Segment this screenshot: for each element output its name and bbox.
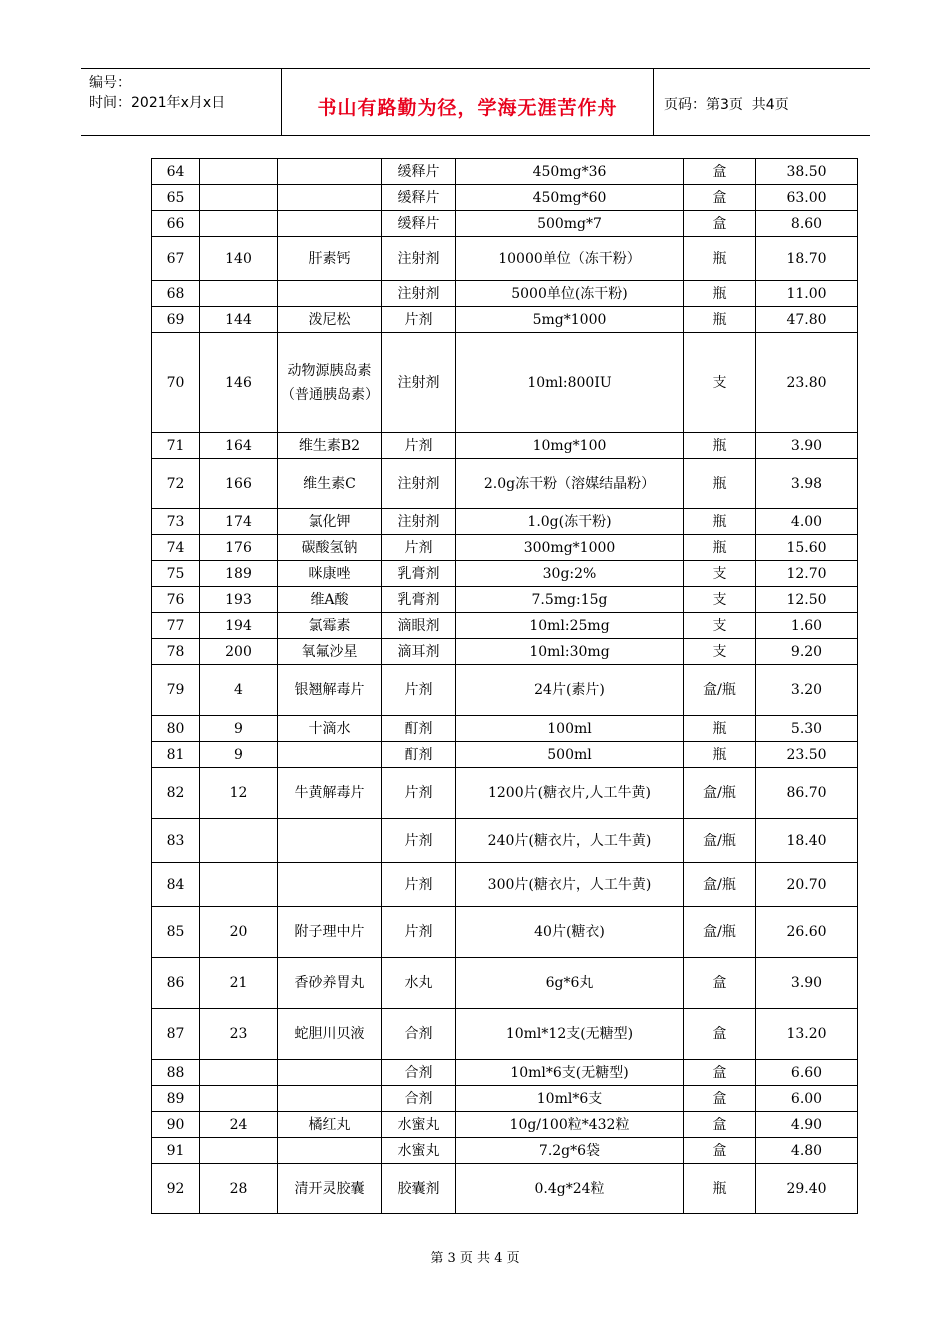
drug-name-cell: 氯化钾 <box>278 509 382 535</box>
table-row <box>152 459 858 509</box>
catalog-number-cell: 194 <box>200 613 278 639</box>
price-cell: 4.90 <box>756 1112 858 1138</box>
table-row <box>152 639 858 665</box>
catalog-number-cell <box>200 1138 278 1164</box>
catalog-number-cell <box>200 211 278 237</box>
specification-cell: 2.0g冻干粉（溶媒结晶粉） <box>456 459 684 509</box>
specification-cell: 30g:2% <box>456 561 684 587</box>
table-row <box>152 716 858 742</box>
dosage-form-cell: 酊剂 <box>382 716 456 742</box>
dosage-form-cell: 注射剂 <box>382 237 456 281</box>
price-cell: 47.80 <box>756 307 858 333</box>
specification-cell: 450mg*60 <box>456 185 684 211</box>
table-row <box>152 509 858 535</box>
specification-cell: 5mg*1000 <box>456 307 684 333</box>
table-row <box>152 665 858 716</box>
header-motto-cell <box>281 69 654 135</box>
row-number-cell: 91 <box>152 1138 200 1164</box>
row-number-cell: 90 <box>152 1112 200 1138</box>
unit-cell: 瓶 <box>684 535 756 561</box>
specification-cell: 24片(素片) <box>456 665 684 716</box>
table-row <box>152 333 858 433</box>
table-row <box>152 742 858 768</box>
unit-cell: 瓶 <box>684 716 756 742</box>
unit-cell: 盒 <box>684 1138 756 1164</box>
row-number-cell: 85 <box>152 907 200 958</box>
dosage-form-cell: 水丸 <box>382 958 456 1009</box>
catalog-number-cell <box>200 1086 278 1112</box>
specification-cell: 100ml <box>456 716 684 742</box>
price-cell: 38.50 <box>756 159 858 185</box>
table-row <box>152 958 858 1009</box>
specification-cell: 10ml:800IU <box>456 333 684 433</box>
row-number-cell: 68 <box>152 281 200 307</box>
catalog-number-cell: 146 <box>200 333 278 433</box>
unit-cell: 支 <box>684 561 756 587</box>
catalog-number-cell: 140 <box>200 237 278 281</box>
serial-label: 编号： <box>89 75 131 91</box>
table-row <box>152 768 858 819</box>
table-row <box>152 1086 858 1112</box>
specification-cell: 500ml <box>456 742 684 768</box>
drug-name-cell: 香砂养胃丸 <box>278 958 382 1009</box>
catalog-number-cell <box>200 159 278 185</box>
row-number-cell: 79 <box>152 665 200 716</box>
catalog-number-cell: 166 <box>200 459 278 509</box>
row-number-cell: 73 <box>152 509 200 535</box>
price-cell: 3.98 <box>756 459 858 509</box>
unit-cell: 盒 <box>684 159 756 185</box>
row-number-cell: 87 <box>152 1009 200 1060</box>
dosage-form-cell: 缓释片 <box>382 159 456 185</box>
specification-cell: 300mg*1000 <box>456 535 684 561</box>
table-row <box>152 185 858 211</box>
drug-name-cell: 十滴水 <box>278 716 382 742</box>
price-cell: 11.00 <box>756 281 858 307</box>
drug-name-cell <box>278 1138 382 1164</box>
price-cell: 13.20 <box>756 1009 858 1060</box>
row-number-cell: 69 <box>152 307 200 333</box>
price-cell: 23.80 <box>756 333 858 433</box>
drug-name-cell: 泼尼松 <box>278 307 382 333</box>
price-cell: 9.20 <box>756 639 858 665</box>
catalog-number-cell: 12 <box>200 768 278 819</box>
unit-cell: 盒 <box>684 958 756 1009</box>
drug-name-cell: 清开灵胶囊 <box>278 1164 382 1214</box>
catalog-number-cell: 164 <box>200 433 278 459</box>
table-row <box>152 211 858 237</box>
dosage-form-cell: 缓释片 <box>382 185 456 211</box>
unit-cell: 支 <box>684 613 756 639</box>
row-number-cell: 88 <box>152 1060 200 1086</box>
unit-cell: 瓶 <box>684 281 756 307</box>
row-number-cell: 65 <box>152 185 200 211</box>
price-cell: 26.60 <box>756 907 858 958</box>
dosage-form-cell: 片剂 <box>382 863 456 907</box>
catalog-number-cell: 189 <box>200 561 278 587</box>
table-row <box>152 819 858 863</box>
row-number-cell: 84 <box>152 863 200 907</box>
drug-name-cell: 维生素C <box>278 459 382 509</box>
row-number-cell: 71 <box>152 433 200 459</box>
dosage-form-cell: 片剂 <box>382 768 456 819</box>
price-cell: 6.60 <box>756 1060 858 1086</box>
price-cell: 6.00 <box>756 1086 858 1112</box>
row-number-cell: 75 <box>152 561 200 587</box>
dosage-form-cell: 注射剂 <box>382 459 456 509</box>
row-number-cell: 72 <box>152 459 200 509</box>
row-number-cell: 66 <box>152 211 200 237</box>
price-cell: 1.60 <box>756 613 858 639</box>
drug-name-cell: 动物源胰岛素（普通胰岛素） <box>278 333 382 433</box>
unit-cell: 盒/瓶 <box>684 907 756 958</box>
row-number-cell: 86 <box>152 958 200 1009</box>
dosage-form-cell: 酊剂 <box>382 742 456 768</box>
catalog-number-cell <box>200 185 278 211</box>
drug-name-cell: 维生素B2 <box>278 433 382 459</box>
dosage-form-cell: 合剂 <box>382 1060 456 1086</box>
specification-cell: 1.0g(冻干粉) <box>456 509 684 535</box>
table-row <box>152 613 858 639</box>
page-label: 页码：第3页 共4页 <box>664 97 789 113</box>
table-row <box>152 535 858 561</box>
dosage-form-cell: 片剂 <box>382 433 456 459</box>
specification-cell: 5000单位(冻干粉) <box>456 281 684 307</box>
drug-name-cell: 维A酸 <box>278 587 382 613</box>
drug-name-cell <box>278 1060 382 1086</box>
drug-name-cell: 氯霉素 <box>278 613 382 639</box>
row-number-cell: 74 <box>152 535 200 561</box>
dosage-form-cell: 合剂 <box>382 1086 456 1112</box>
price-cell: 3.90 <box>756 433 858 459</box>
specification-cell: 7.2g*6袋 <box>456 1138 684 1164</box>
dosage-form-cell: 滴耳剂 <box>382 639 456 665</box>
specification-cell: 40片(糖衣) <box>456 907 684 958</box>
table-row <box>152 1164 858 1214</box>
table-row <box>152 1138 858 1164</box>
unit-cell: 支 <box>684 639 756 665</box>
price-cell: 29.40 <box>756 1164 858 1214</box>
catalog-number-cell: 200 <box>200 639 278 665</box>
unit-cell: 盒/瓶 <box>684 819 756 863</box>
specification-cell: 10g/100粒*432粒 <box>456 1112 684 1138</box>
dosage-form-cell: 片剂 <box>382 535 456 561</box>
dosage-form-cell: 乳膏剂 <box>382 561 456 587</box>
specification-cell: 300片(糖衣片，人工牛黄) <box>456 863 684 907</box>
page-header <box>81 68 870 136</box>
table-row <box>152 159 858 185</box>
table-row <box>152 587 858 613</box>
drug-name-cell: 牛黄解毒片 <box>278 768 382 819</box>
specification-cell: 10ml:25mg <box>456 613 684 639</box>
unit-cell: 瓶 <box>684 237 756 281</box>
row-number-cell: 92 <box>152 1164 200 1214</box>
catalog-number-cell: 9 <box>200 742 278 768</box>
dosage-form-cell: 缓释片 <box>382 211 456 237</box>
unit-cell: 盒/瓶 <box>684 768 756 819</box>
catalog-number-cell: 24 <box>200 1112 278 1138</box>
unit-cell: 瓶 <box>684 1164 756 1214</box>
price-cell: 12.50 <box>756 587 858 613</box>
row-number-cell: 80 <box>152 716 200 742</box>
unit-cell: 盒 <box>684 185 756 211</box>
page-footer: 第 3 页 共 4 页 <box>430 1251 520 1266</box>
row-number-cell: 81 <box>152 742 200 768</box>
unit-cell: 盒 <box>684 1009 756 1060</box>
price-cell: 20.70 <box>756 863 858 907</box>
price-cell: 18.70 <box>756 237 858 281</box>
price-cell: 3.20 <box>756 665 858 716</box>
unit-cell: 盒 <box>684 1112 756 1138</box>
row-number-cell: 77 <box>152 613 200 639</box>
row-number-cell: 83 <box>152 819 200 863</box>
motto: 书山有路勤为径，学海无涯苦作舟 <box>317 96 618 119</box>
time-label: 时间：2021年x月x日 <box>89 95 226 111</box>
dosage-form-cell: 胶囊剂 <box>382 1164 456 1214</box>
catalog-number-cell: 20 <box>200 907 278 958</box>
price-cell: 5.30 <box>756 716 858 742</box>
specification-cell: 10ml*12支(无糖型) <box>456 1009 684 1060</box>
unit-cell: 支 <box>684 333 756 433</box>
price-cell: 18.40 <box>756 819 858 863</box>
dosage-form-cell: 片剂 <box>382 307 456 333</box>
table-row <box>152 1112 858 1138</box>
table-row <box>152 281 858 307</box>
price-cell: 23.50 <box>756 742 858 768</box>
header-meta <box>81 69 281 135</box>
table-row <box>152 433 858 459</box>
catalog-number-cell: 174 <box>200 509 278 535</box>
unit-cell: 盒/瓶 <box>684 863 756 907</box>
price-cell: 8.60 <box>756 211 858 237</box>
drug-name-cell: 蛇胆川贝液 <box>278 1009 382 1060</box>
drug-name-cell: 银翘解毒片 <box>278 665 382 716</box>
specification-cell: 10ml*6支(无糖型) <box>456 1060 684 1086</box>
dosage-form-cell: 滴眼剂 <box>382 613 456 639</box>
dosage-form-cell: 合剂 <box>382 1009 456 1060</box>
table-row <box>152 1009 858 1060</box>
catalog-number-cell: 4 <box>200 665 278 716</box>
specification-cell: 6g*6丸 <box>456 958 684 1009</box>
price-cell: 4.00 <box>756 509 858 535</box>
dosage-form-cell: 乳膏剂 <box>382 587 456 613</box>
drug-price-table <box>151 158 858 1214</box>
specification-cell: 500mg*7 <box>456 211 684 237</box>
price-cell: 15.60 <box>756 535 858 561</box>
drug-name-cell: 碳酸氢钠 <box>278 535 382 561</box>
dosage-form-cell: 注射剂 <box>382 333 456 433</box>
specification-cell: 240片(糖衣片，人工牛黄) <box>456 819 684 863</box>
dosage-form-cell: 片剂 <box>382 665 456 716</box>
table-row <box>152 561 858 587</box>
row-number-cell: 78 <box>152 639 200 665</box>
drug-name-cell <box>278 742 382 768</box>
header-page-cell <box>654 69 870 135</box>
specification-cell: 7.5mg:15g <box>456 587 684 613</box>
drug-name-cell <box>278 211 382 237</box>
dosage-form-cell: 注射剂 <box>382 509 456 535</box>
catalog-number-cell <box>200 819 278 863</box>
row-number-cell: 76 <box>152 587 200 613</box>
drug-name-cell: 肝素钙 <box>278 237 382 281</box>
price-cell: 3.90 <box>756 958 858 1009</box>
table-row <box>152 307 858 333</box>
unit-cell: 盒 <box>684 211 756 237</box>
drug-name-cell <box>278 1086 382 1112</box>
table-row <box>152 237 858 281</box>
dosage-form-cell: 片剂 <box>382 907 456 958</box>
unit-cell: 盒/瓶 <box>684 665 756 716</box>
table-body <box>152 159 858 1214</box>
price-cell: 12.70 <box>756 561 858 587</box>
row-number-cell: 89 <box>152 1086 200 1112</box>
drug-name-cell <box>278 819 382 863</box>
unit-cell: 瓶 <box>684 433 756 459</box>
unit-cell: 瓶 <box>684 307 756 333</box>
catalog-number-cell: 193 <box>200 587 278 613</box>
dosage-form-cell: 水蜜丸 <box>382 1138 456 1164</box>
row-number-cell: 82 <box>152 768 200 819</box>
unit-cell: 瓶 <box>684 459 756 509</box>
drug-name-cell: 咪康唑 <box>278 561 382 587</box>
catalog-number-cell: 23 <box>200 1009 278 1060</box>
drug-name-cell: 附子理中片 <box>278 907 382 958</box>
price-cell: 4.80 <box>756 1138 858 1164</box>
unit-cell: 支 <box>684 587 756 613</box>
catalog-number-cell <box>200 281 278 307</box>
dosage-form-cell: 水蜜丸 <box>382 1112 456 1138</box>
drug-name-cell <box>278 281 382 307</box>
catalog-number-cell: 144 <box>200 307 278 333</box>
unit-cell: 瓶 <box>684 509 756 535</box>
price-cell: 63.00 <box>756 185 858 211</box>
catalog-number-cell: 9 <box>200 716 278 742</box>
specification-cell: 450mg*36 <box>456 159 684 185</box>
table-row <box>152 1060 858 1086</box>
row-number-cell: 64 <box>152 159 200 185</box>
specification-cell: 10mg*100 <box>456 433 684 459</box>
specification-cell: 0.4g*24粒 <box>456 1164 684 1214</box>
unit-cell: 瓶 <box>684 742 756 768</box>
row-number-cell: 70 <box>152 333 200 433</box>
drug-name-cell: 橘红丸 <box>278 1112 382 1138</box>
catalog-number-cell <box>200 863 278 907</box>
specification-cell: 10ml*6支 <box>456 1086 684 1112</box>
specification-cell: 10ml:30mg <box>456 639 684 665</box>
drug-name-cell <box>278 863 382 907</box>
table-row <box>152 863 858 907</box>
table-row <box>152 907 858 958</box>
price-cell: 86.70 <box>756 768 858 819</box>
dosage-form-cell: 片剂 <box>382 819 456 863</box>
unit-cell: 盒 <box>684 1060 756 1086</box>
specification-cell: 10000单位（冻干粉） <box>456 237 684 281</box>
drug-name-cell <box>278 185 382 211</box>
unit-cell: 盒 <box>684 1086 756 1112</box>
catalog-number-cell: 176 <box>200 535 278 561</box>
row-number-cell: 67 <box>152 237 200 281</box>
catalog-number-cell: 21 <box>200 958 278 1009</box>
drug-name-cell: 氧氟沙星 <box>278 639 382 665</box>
catalog-number-cell <box>200 1060 278 1086</box>
dosage-form-cell: 注射剂 <box>382 281 456 307</box>
catalog-number-cell: 28 <box>200 1164 278 1214</box>
specification-cell: 1200片(糖衣片,人工牛黄) <box>456 768 684 819</box>
drug-name-cell <box>278 159 382 185</box>
